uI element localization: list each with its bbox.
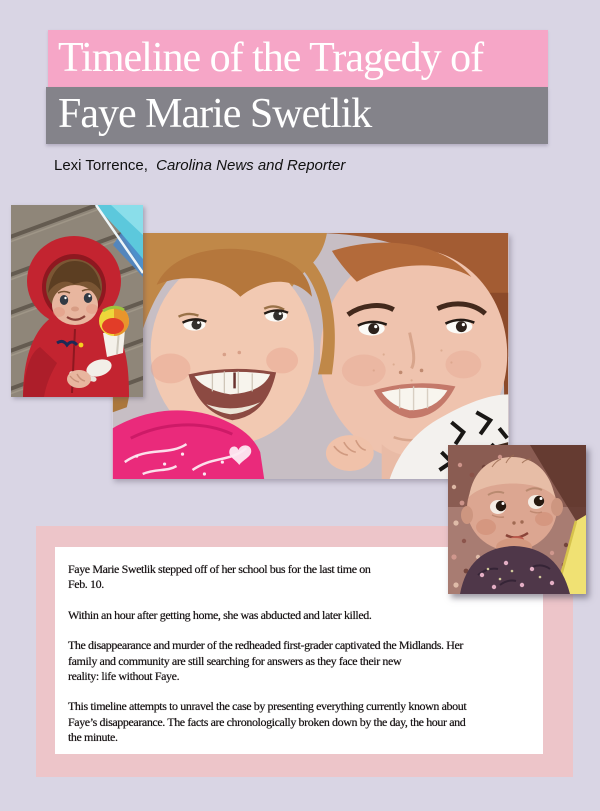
title-line-1: Timeline of the Tragedy of xyxy=(58,35,484,81)
baby-photo-graphic xyxy=(448,445,586,594)
intro-line: Faye’s disappearance. The facts are chronologically broken down by the day, the hour and xyxy=(68,714,466,729)
intro-line: Faye Marie Swetlik stepped off of her school bus for the last time on xyxy=(68,562,371,576)
byline-publication: Carolina News and Reporter xyxy=(156,157,346,174)
intro-line: The disappearance and murder of the redheaded first-grader captivated the Midlands. Her xyxy=(68,638,464,653)
title-banner-primary xyxy=(48,30,548,87)
intro-paragraph xyxy=(68,699,531,745)
snowcone-photo-graphic xyxy=(11,205,143,397)
intro-paragraph xyxy=(68,608,531,623)
faye-baby-photo xyxy=(448,445,586,594)
faye-mother-selfie-photo xyxy=(112,233,509,479)
intro-line: Within an hour after getting home, she was abducted and later killed. xyxy=(68,607,372,622)
intro-line: Feb. 10. xyxy=(68,577,104,592)
byline xyxy=(54,156,345,176)
intro-line: This timeline attempts to unravel the case by presenting everything currently known about xyxy=(68,699,467,714)
intro-line: family and community are still searching for answers as they face their new xyxy=(68,653,402,668)
intro-line: reality: life without Faye. xyxy=(68,669,180,684)
faye-snowcone-photo xyxy=(11,205,143,397)
byline-author: Lexi Torrence, xyxy=(54,157,148,174)
title-line-2: Faye Marie Swetlik xyxy=(58,91,372,137)
selfie-photo-graphic xyxy=(112,233,509,479)
intro-line: the minute. xyxy=(68,730,118,745)
intro-paragraph xyxy=(68,638,531,684)
title-banner-secondary xyxy=(46,87,548,144)
